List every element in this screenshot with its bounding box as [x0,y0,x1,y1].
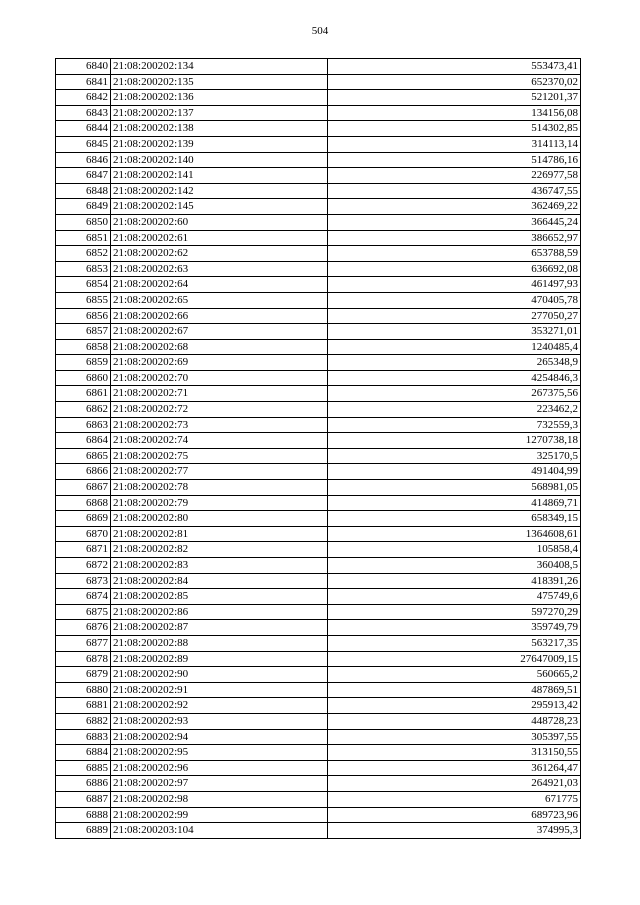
row-number-cell: 6859 [56,355,111,371]
cadastral-number-cell: 21:08:200202:93 [111,713,328,729]
cadastral-value-cell: 568981,05 [328,480,581,496]
table-row [56,776,581,792]
row-number-cell: 6865 [56,448,111,464]
row-number-cell: 6846 [56,152,111,168]
cadastral-number-cell: 21:08:200202:65 [111,292,328,308]
cadastral-number-cell: 21:08:200202:74 [111,433,328,449]
table-row [56,417,581,433]
cadastral-number-cell: 21:08:200202:64 [111,277,328,293]
row-number-cell: 6849 [56,199,111,215]
cadastral-number-cell: 21:08:200202:98 [111,791,328,807]
cadastral-number-cell: 21:08:200202:60 [111,214,328,230]
row-number-cell: 6888 [56,807,111,823]
table-row [56,230,581,246]
cadastral-number-cell: 21:08:200202:88 [111,635,328,651]
row-number-cell: 6854 [56,277,111,293]
row-number-cell: 6844 [56,121,111,137]
cadastral-number-cell: 21:08:200202:86 [111,604,328,620]
table-row [56,292,581,308]
row-number-cell: 6869 [56,511,111,527]
table-row [56,199,581,215]
cadastral-value-cell: 436747,55 [328,183,581,199]
cadastral-number-cell: 21:08:200202:138 [111,121,328,137]
table-row [56,511,581,527]
row-number-cell: 6853 [56,261,111,277]
cadastral-number-cell: 21:08:200202:61 [111,230,328,246]
row-number-cell: 6864 [56,433,111,449]
cadastral-value-cell: 461497,93 [328,277,581,293]
table-row [56,573,581,589]
cadastral-number-cell: 21:08:200202:137 [111,105,328,121]
row-number-cell: 6876 [56,620,111,636]
table-row [56,59,581,75]
cadastral-number-cell: 21:08:200202:79 [111,495,328,511]
cadastral-value-cell: 414869,71 [328,495,581,511]
row-number-cell: 6880 [56,682,111,698]
table-row [56,355,581,371]
cadastral-number-cell: 21:08:200202:83 [111,558,328,574]
row-number-cell: 6852 [56,246,111,262]
table-row [56,433,581,449]
table-row [56,370,581,386]
table-row [56,246,581,262]
cadastral-value-cell: 223462,2 [328,402,581,418]
table-row [56,698,581,714]
table-row [56,339,581,355]
row-number-cell: 6887 [56,791,111,807]
row-number-cell: 6882 [56,713,111,729]
row-number-cell: 6845 [56,136,111,152]
row-number-cell: 6889 [56,823,111,839]
row-number-cell: 6862 [56,402,111,418]
row-number-cell: 6870 [56,526,111,542]
cadastral-value-cell: 563217,35 [328,635,581,651]
cadastral-number-cell: 21:08:200202:89 [111,651,328,667]
row-number-cell: 6851 [56,230,111,246]
row-number-cell: 6883 [56,729,111,745]
row-number-cell: 6841 [56,74,111,90]
row-number-cell: 6860 [56,370,111,386]
table-row [56,168,581,184]
cadastral-value-cell: 597270,29 [328,604,581,620]
table-row [56,589,581,605]
row-number-cell: 6879 [56,667,111,683]
table-row [56,277,581,293]
cadastral-value-cell: 732559,3 [328,417,581,433]
table-row [56,90,581,106]
cadastral-number-cell: 21:08:200202:140 [111,152,328,168]
cadastral-number-cell: 21:08:200202:87 [111,620,328,636]
cadastral-value-cell: 418391,26 [328,573,581,589]
cadastral-number-cell: 21:08:200202:136 [111,90,328,106]
row-number-cell: 6843 [56,105,111,121]
table-row [56,402,581,418]
cadastral-value-cell: 475749,6 [328,589,581,605]
cadastral-number-cell: 21:08:200202:134 [111,59,328,75]
table-row [56,823,581,839]
cadastral-value-cell: 295913,42 [328,698,581,714]
cadastral-value-cell: 277050,27 [328,308,581,324]
cadastral-number-cell: 21:08:200202:72 [111,402,328,418]
cadastral-value-cell: 353271,01 [328,324,581,340]
cadastral-number-cell: 21:08:200202:92 [111,698,328,714]
cadastral-value-cell: 658349,15 [328,511,581,527]
cadastral-value-cell: 448728,23 [328,713,581,729]
cadastral-value-cell: 267375,56 [328,386,581,402]
row-number-cell: 6874 [56,589,111,605]
table-row [56,526,581,542]
table-row [56,604,581,620]
table-row [56,542,581,558]
cadastral-number-cell: 21:08:200202:67 [111,324,328,340]
cadastral-number-cell: 21:08:200202:77 [111,464,328,480]
cadastral-number-cell: 21:08:200202:84 [111,573,328,589]
table-row [56,214,581,230]
cadastral-value-cell: 1240485,4 [328,339,581,355]
table-row [56,760,581,776]
cadastral-value-cell: 265348,9 [328,355,581,371]
row-number-cell: 6875 [56,604,111,620]
cadastral-number-cell: 21:08:200202:62 [111,246,328,262]
row-number-cell: 6840 [56,59,111,75]
cadastral-value-cell: 553473,41 [328,59,581,75]
cadastral-number-cell: 21:08:200202:75 [111,448,328,464]
table-row [56,464,581,480]
cadastral-number-cell: 21:08:200202:81 [111,526,328,542]
row-number-cell: 6868 [56,495,111,511]
row-number-cell: 6856 [56,308,111,324]
cadastral-number-cell: 21:08:200202:97 [111,776,328,792]
cadastral-number-cell: 21:08:200202:82 [111,542,328,558]
cadastral-number-cell: 21:08:200202:96 [111,760,328,776]
row-number-cell: 6867 [56,480,111,496]
cadastral-value-cell: 521201,37 [328,90,581,106]
row-number-cell: 6871 [56,542,111,558]
cadastral-value-cell: 362469,22 [328,199,581,215]
cadastral-value-cell: 636692,08 [328,261,581,277]
row-number-cell: 6873 [56,573,111,589]
cadastral-value-cell: 105858,4 [328,542,581,558]
row-number-cell: 6877 [56,635,111,651]
row-number-cell: 6878 [56,651,111,667]
table-row [56,448,581,464]
cadastral-number-cell: 21:08:200202:90 [111,667,328,683]
cadastral-number-cell: 21:08:200202:63 [111,261,328,277]
table-row [56,136,581,152]
cadastral-value-cell: 134156,08 [328,105,581,121]
table-row [56,495,581,511]
row-number-cell: 6848 [56,183,111,199]
table-row [56,121,581,137]
table-row [56,635,581,651]
cadastral-value-cell: 1364608,61 [328,526,581,542]
table-row [56,74,581,90]
cadastral-number-cell: 21:08:200202:95 [111,745,328,761]
cadastral-number-cell: 21:08:200202:94 [111,729,328,745]
cadastral-value-cell: 4254846,3 [328,370,581,386]
table-row [56,386,581,402]
table-row [56,729,581,745]
row-number-cell: 6866 [56,464,111,480]
cadastral-number-cell: 21:08:200202:142 [111,183,328,199]
cadastral-value-cell: 361264,47 [328,760,581,776]
row-number-cell: 6842 [56,90,111,106]
cadastral-value-cell: 491404,99 [328,464,581,480]
cadastral-value-cell: 560665,2 [328,667,581,683]
table-row [56,480,581,496]
table-row [56,651,581,667]
table-row [56,682,581,698]
cadastral-value-cell: 305397,55 [328,729,581,745]
table-row [56,558,581,574]
cadastral-number-cell: 21:08:200202:70 [111,370,328,386]
cadastral-number-cell: 21:08:200202:78 [111,480,328,496]
cadastral-value-cell: 653788,59 [328,246,581,262]
cadastral-value-cell: 359749,79 [328,620,581,636]
cadastral-value-cell: 487869,51 [328,682,581,698]
cadastral-number-cell: 21:08:200202:139 [111,136,328,152]
cadastral-value-cell: 652370,02 [328,74,581,90]
cadastral-value-cell: 1270738,18 [328,433,581,449]
cadastral-value-cell: 360408,5 [328,558,581,574]
page-number: 504 [311,25,329,37]
cadastral-number-cell: 21:08:200202:68 [111,339,328,355]
cadastral-number-cell: 21:08:200202:91 [111,682,328,698]
table-row [56,620,581,636]
table-row [56,261,581,277]
cadastral-value-table [55,58,581,839]
cadastral-value-cell: 325170,5 [328,448,581,464]
row-number-cell: 6884 [56,745,111,761]
table-row [56,183,581,199]
row-number-cell: 6857 [56,324,111,340]
cadastral-number-cell: 21:08:200202:80 [111,511,328,527]
table-row [56,667,581,683]
cadastral-number-cell: 21:08:200203:104 [111,823,328,839]
cadastral-value-cell: 386652,97 [328,230,581,246]
cadastral-value-cell: 264921,03 [328,776,581,792]
cadastral-number-cell: 21:08:200202:85 [111,589,328,605]
cadastral-value-cell: 671775 [328,791,581,807]
row-number-cell: 6855 [56,292,111,308]
table-row [56,807,581,823]
cadastral-value-cell: 374995,3 [328,823,581,839]
table-row [56,152,581,168]
table-body [56,59,581,839]
cadastral-number-cell: 21:08:200202:71 [111,386,328,402]
cadastral-value-cell: 689723,96 [328,807,581,823]
table-row [56,105,581,121]
cadastral-number-cell: 21:08:200202:135 [111,74,328,90]
table-row [56,791,581,807]
cadastral-number-cell: 21:08:200202:141 [111,168,328,184]
cadastral-number-cell: 21:08:200202:145 [111,199,328,215]
row-number-cell: 6858 [56,339,111,355]
table-row [56,713,581,729]
cadastral-number-cell: 21:08:200202:73 [111,417,328,433]
row-number-cell: 6885 [56,760,111,776]
cadastral-value-cell: 514786,16 [328,152,581,168]
cadastral-number-cell: 21:08:200202:99 [111,807,328,823]
cadastral-value-cell: 226977,58 [328,168,581,184]
table-row [56,324,581,340]
cadastral-value-cell: 27647009,15 [328,651,581,667]
cadastral-value-cell: 366445,24 [328,214,581,230]
row-number-cell: 6861 [56,386,111,402]
table-row [56,745,581,761]
row-number-cell: 6863 [56,417,111,433]
cadastral-value-cell: 314113,14 [328,136,581,152]
row-number-cell: 6847 [56,168,111,184]
row-number-cell: 6872 [56,558,111,574]
cadastral-value-cell: 313150,55 [328,745,581,761]
table-row [56,308,581,324]
row-number-cell: 6886 [56,776,111,792]
cadastral-value-cell: 470405,78 [328,292,581,308]
cadastral-number-cell: 21:08:200202:66 [111,308,328,324]
cadastral-number-cell: 21:08:200202:69 [111,355,328,371]
row-number-cell: 6850 [56,214,111,230]
cadastral-value-cell: 514302,85 [328,121,581,137]
row-number-cell: 6881 [56,698,111,714]
